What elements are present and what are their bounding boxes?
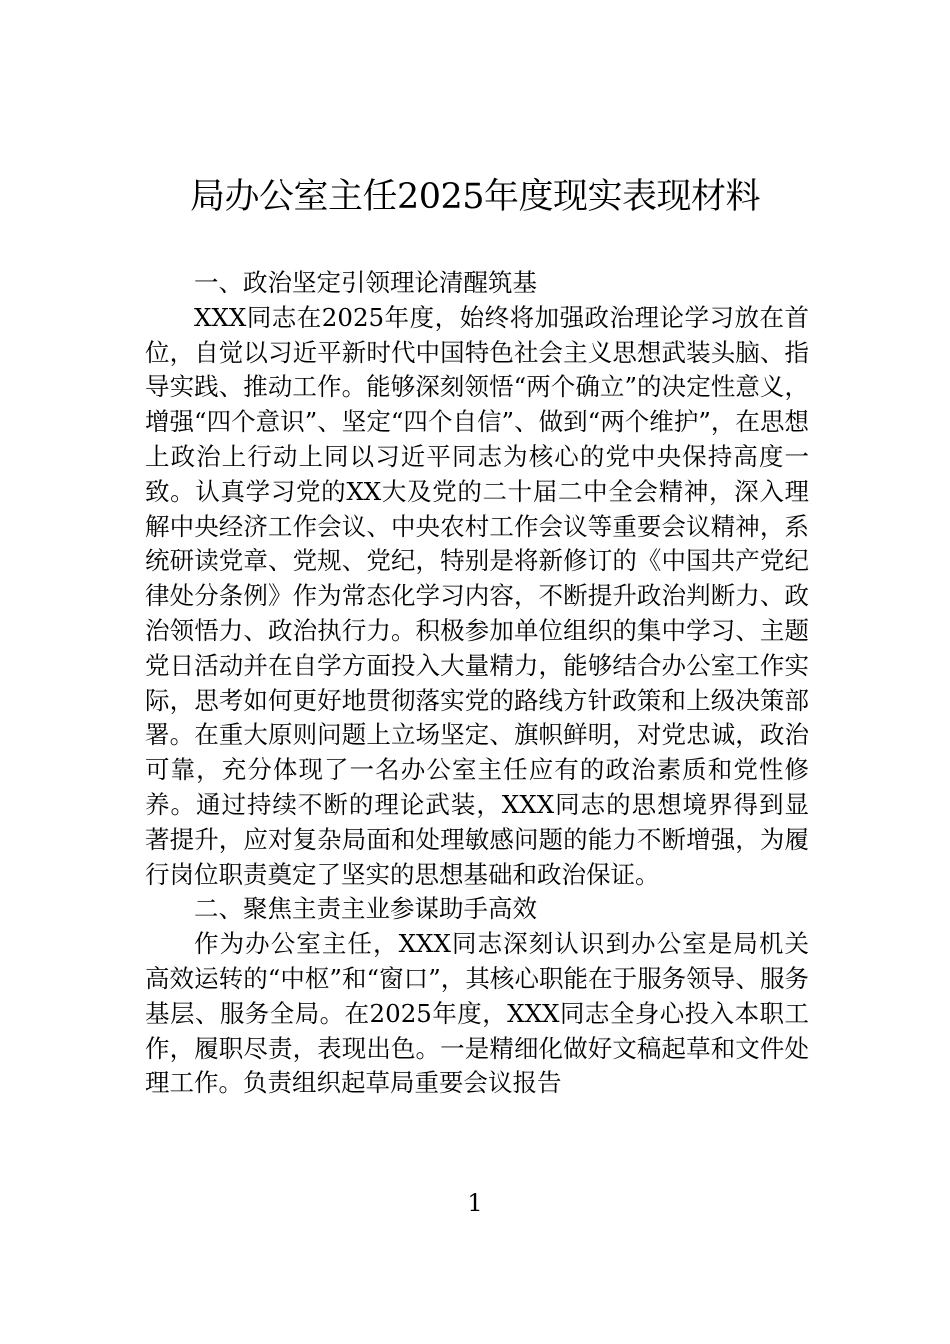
section-heading-2: 二、聚焦主责主业参谋助手高效	[194, 894, 537, 924]
document-title: 局办公室主任2025年度现实表现材料	[189, 177, 761, 217]
document-body	[145, 266, 809, 1101]
section-paragraph-1: XXX同志在2025年度，始终将加强政治理论学习放在首位，自觉以习近平新时代中国特色社会主义思想武装头脑、指导实践、推动工作。能够深刻领悟“两个确立”的决定性意义，增强“四个意识”、坚定“四个自信”、做到“两个维护”，在思想上政治上行动上同以习近平同志为核心的党中央保持高度一致。认真学习党的XX大及党的二十届二中全会精神，深入理解中央经济工作会议、中央农村工作会议等重要会议精神，系统研读党章、党规、党纪，特别是将新修订的《中国共产党纪律处分条例》作为常态化学习内容，不断提升政治判断力、政治领悟力、政治执行力。积极参加单位组织的集中学习、主题党日活动并在自学方面投入大量精力，能够结合办公室工作实际，思考如何更好地贯彻落实党的路线方针政策和上级决策部署。在重大原则问题上立场坚定、旗帜鲜明，对党忠诚，政治可靠，充分体现了一名办公室主任应有的政治素质和党性修养。通过持续不断的理论武装，XXX同志的思想境界得到显著提升，应对复杂局面和处理敏感问题的能力不断增强，为履行岗位职责奠定了坚实的思想基础和政治保证。	[145, 302, 809, 889]
page-number: 1	[467, 1189, 483, 1217]
section-paragraph-2: 作为办公室主任，XXX同志深刻认识到办公室是局机关高效运转的“中枢”和“窗口”，其核心职能在于服务领导、服务基层、服务全局。在2025年度，XXX同志全身心投入本职工作，履职尽责，表现出色。一是精细化做好文稿起草和文件处理工作。负责组织起草局重要会议报告	[145, 929, 809, 1098]
section-heading-1: 一、政治坚定引领理论清醒筑基	[194, 268, 537, 297]
